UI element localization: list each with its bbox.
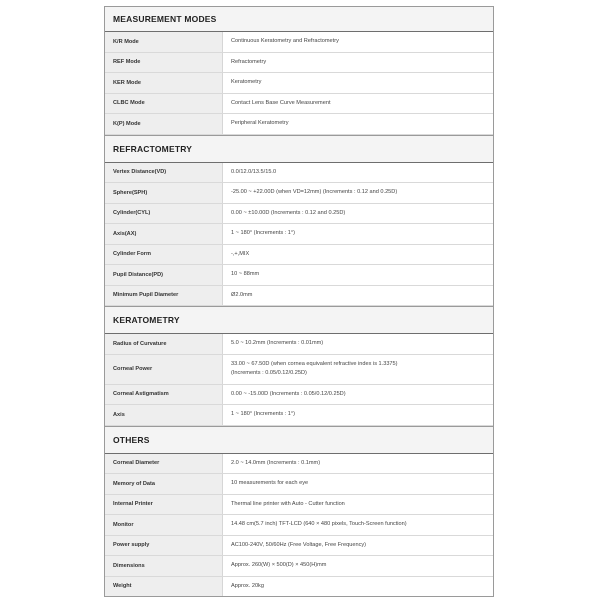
section-title: KERATOMETRY	[105, 306, 493, 334]
spec-label: Minimum Pupil Diameter	[105, 286, 223, 306]
spec-label: K(P) Mode	[105, 114, 223, 134]
spec-value: 14.48 cm(5.7 inch) TFT-LCD (640 × 480 pixels, Touch-Screen function)	[231, 521, 407, 528]
spec-value: -25.00 ~ +22.00D (when VD=12mm) (Increments : 0.12 and 0.25D)	[231, 189, 398, 196]
section-title: REFRACTOMETRY	[105, 135, 493, 163]
spec-value: 0.00 ~ -15.00D (Increments : 0.05/0.12/0.25D)	[231, 390, 346, 397]
spec-value: 0.0/12.0/13.5/15.0	[231, 168, 277, 175]
spec-row	[105, 163, 493, 184]
spec-row	[105, 355, 493, 385]
spec-value: Ø2.0mm	[231, 291, 253, 298]
spec-row	[105, 474, 493, 495]
section-title: MEASUREMENT MODES	[105, 7, 493, 32]
spec-label: Memory of Data	[105, 474, 223, 494]
spec-row	[105, 495, 493, 516]
spec-label: Monitor	[105, 515, 223, 535]
spec-label: Power supply	[105, 536, 223, 556]
spec-label: Corneal Astigmatism	[105, 385, 223, 405]
spec-value: 1 ~ 180° (Increments : 1°)	[231, 230, 296, 237]
spec-value: Peripheral Keratometry	[231, 120, 289, 127]
spec-row	[105, 32, 493, 53]
spec-value: 0.00 ~ ±10.00D (Increments : 0.12 and 0.25D)	[231, 209, 346, 216]
spec-row	[105, 114, 493, 135]
spec-value: Refractometry	[231, 58, 267, 65]
spec-label: Cylinder Form	[105, 245, 223, 265]
spec-row	[105, 556, 493, 577]
spec-label: K/R Mode	[105, 32, 223, 52]
spec-row	[105, 405, 493, 426]
spec-value: 1 ~ 180° (Increments : 1°)	[231, 411, 296, 418]
spec-label: Vertex Distance(VD)	[105, 163, 223, 183]
spec-label: REF Mode	[105, 53, 223, 73]
spec-label: Sphere(SPH)	[105, 183, 223, 203]
section-title: OTHERS	[105, 426, 493, 454]
spec-row	[105, 536, 493, 557]
spec-row	[105, 577, 493, 597]
spec-value: AC100-240V, 50/60Hz (Free Voltage, Free Frequency)	[231, 541, 367, 548]
spec-label: CLBC Mode	[105, 94, 223, 114]
spec-value: 2.0 ~ 14.0mm (Increments : 0.1mm)	[231, 459, 321, 466]
spec-row	[105, 265, 493, 286]
spec-label: Corneal Power	[105, 355, 223, 384]
spec-row	[105, 286, 493, 307]
spec-label: Axis	[105, 405, 223, 425]
spec-label: Weight	[105, 577, 223, 597]
spec-label: Radius of Curvature	[105, 334, 223, 354]
spec-row	[105, 515, 493, 536]
spec-label: KER Mode	[105, 73, 223, 93]
spec-value: Approx. 260(W) × 500(D) × 450(H)mm	[231, 562, 327, 569]
spec-label: Axis(AX)	[105, 224, 223, 244]
spec-row	[105, 183, 493, 204]
spec-value: Approx. 20kg	[231, 582, 264, 589]
spec-label: Dimensions	[105, 556, 223, 576]
spec-row	[105, 94, 493, 115]
spec-value: 10 ~ 88mm	[231, 271, 260, 278]
spec-value: Keratometry	[231, 79, 262, 86]
spec-row	[105, 454, 493, 475]
spec-row	[105, 204, 493, 225]
spec-value: Thermal line printer with Auto - Cutter function	[231, 500, 345, 507]
spec-label: Pupil Distance(PD)	[105, 265, 223, 285]
spec-label: Corneal Diameter	[105, 454, 223, 474]
spec-value: 10 measurements for each eye	[231, 480, 309, 487]
spec-row	[105, 334, 493, 355]
spec-row	[105, 224, 493, 245]
spec-row	[105, 245, 493, 266]
spec-label: Internal Printer	[105, 495, 223, 515]
spec-row	[105, 53, 493, 74]
spec-value: Continuous Keratometry and Refractometry	[231, 38, 339, 45]
spec-value: 5.0 ~ 10.2mm (Increments : 0.01mm)	[231, 340, 324, 347]
spec-value: -,+,MIX	[231, 250, 250, 257]
spec-value: 33.00 ~ 67.50D (when cornea equivalent refractive index is 1.3375) (Increments : 0.05/0.12/0.25D)	[231, 361, 398, 376]
spec-table	[104, 6, 494, 597]
spec-row	[105, 385, 493, 406]
spec-value: Contact Lens Base Curve Measurement	[231, 99, 331, 106]
spec-row	[105, 73, 493, 94]
spec-label: Cylinder(CYL)	[105, 204, 223, 224]
